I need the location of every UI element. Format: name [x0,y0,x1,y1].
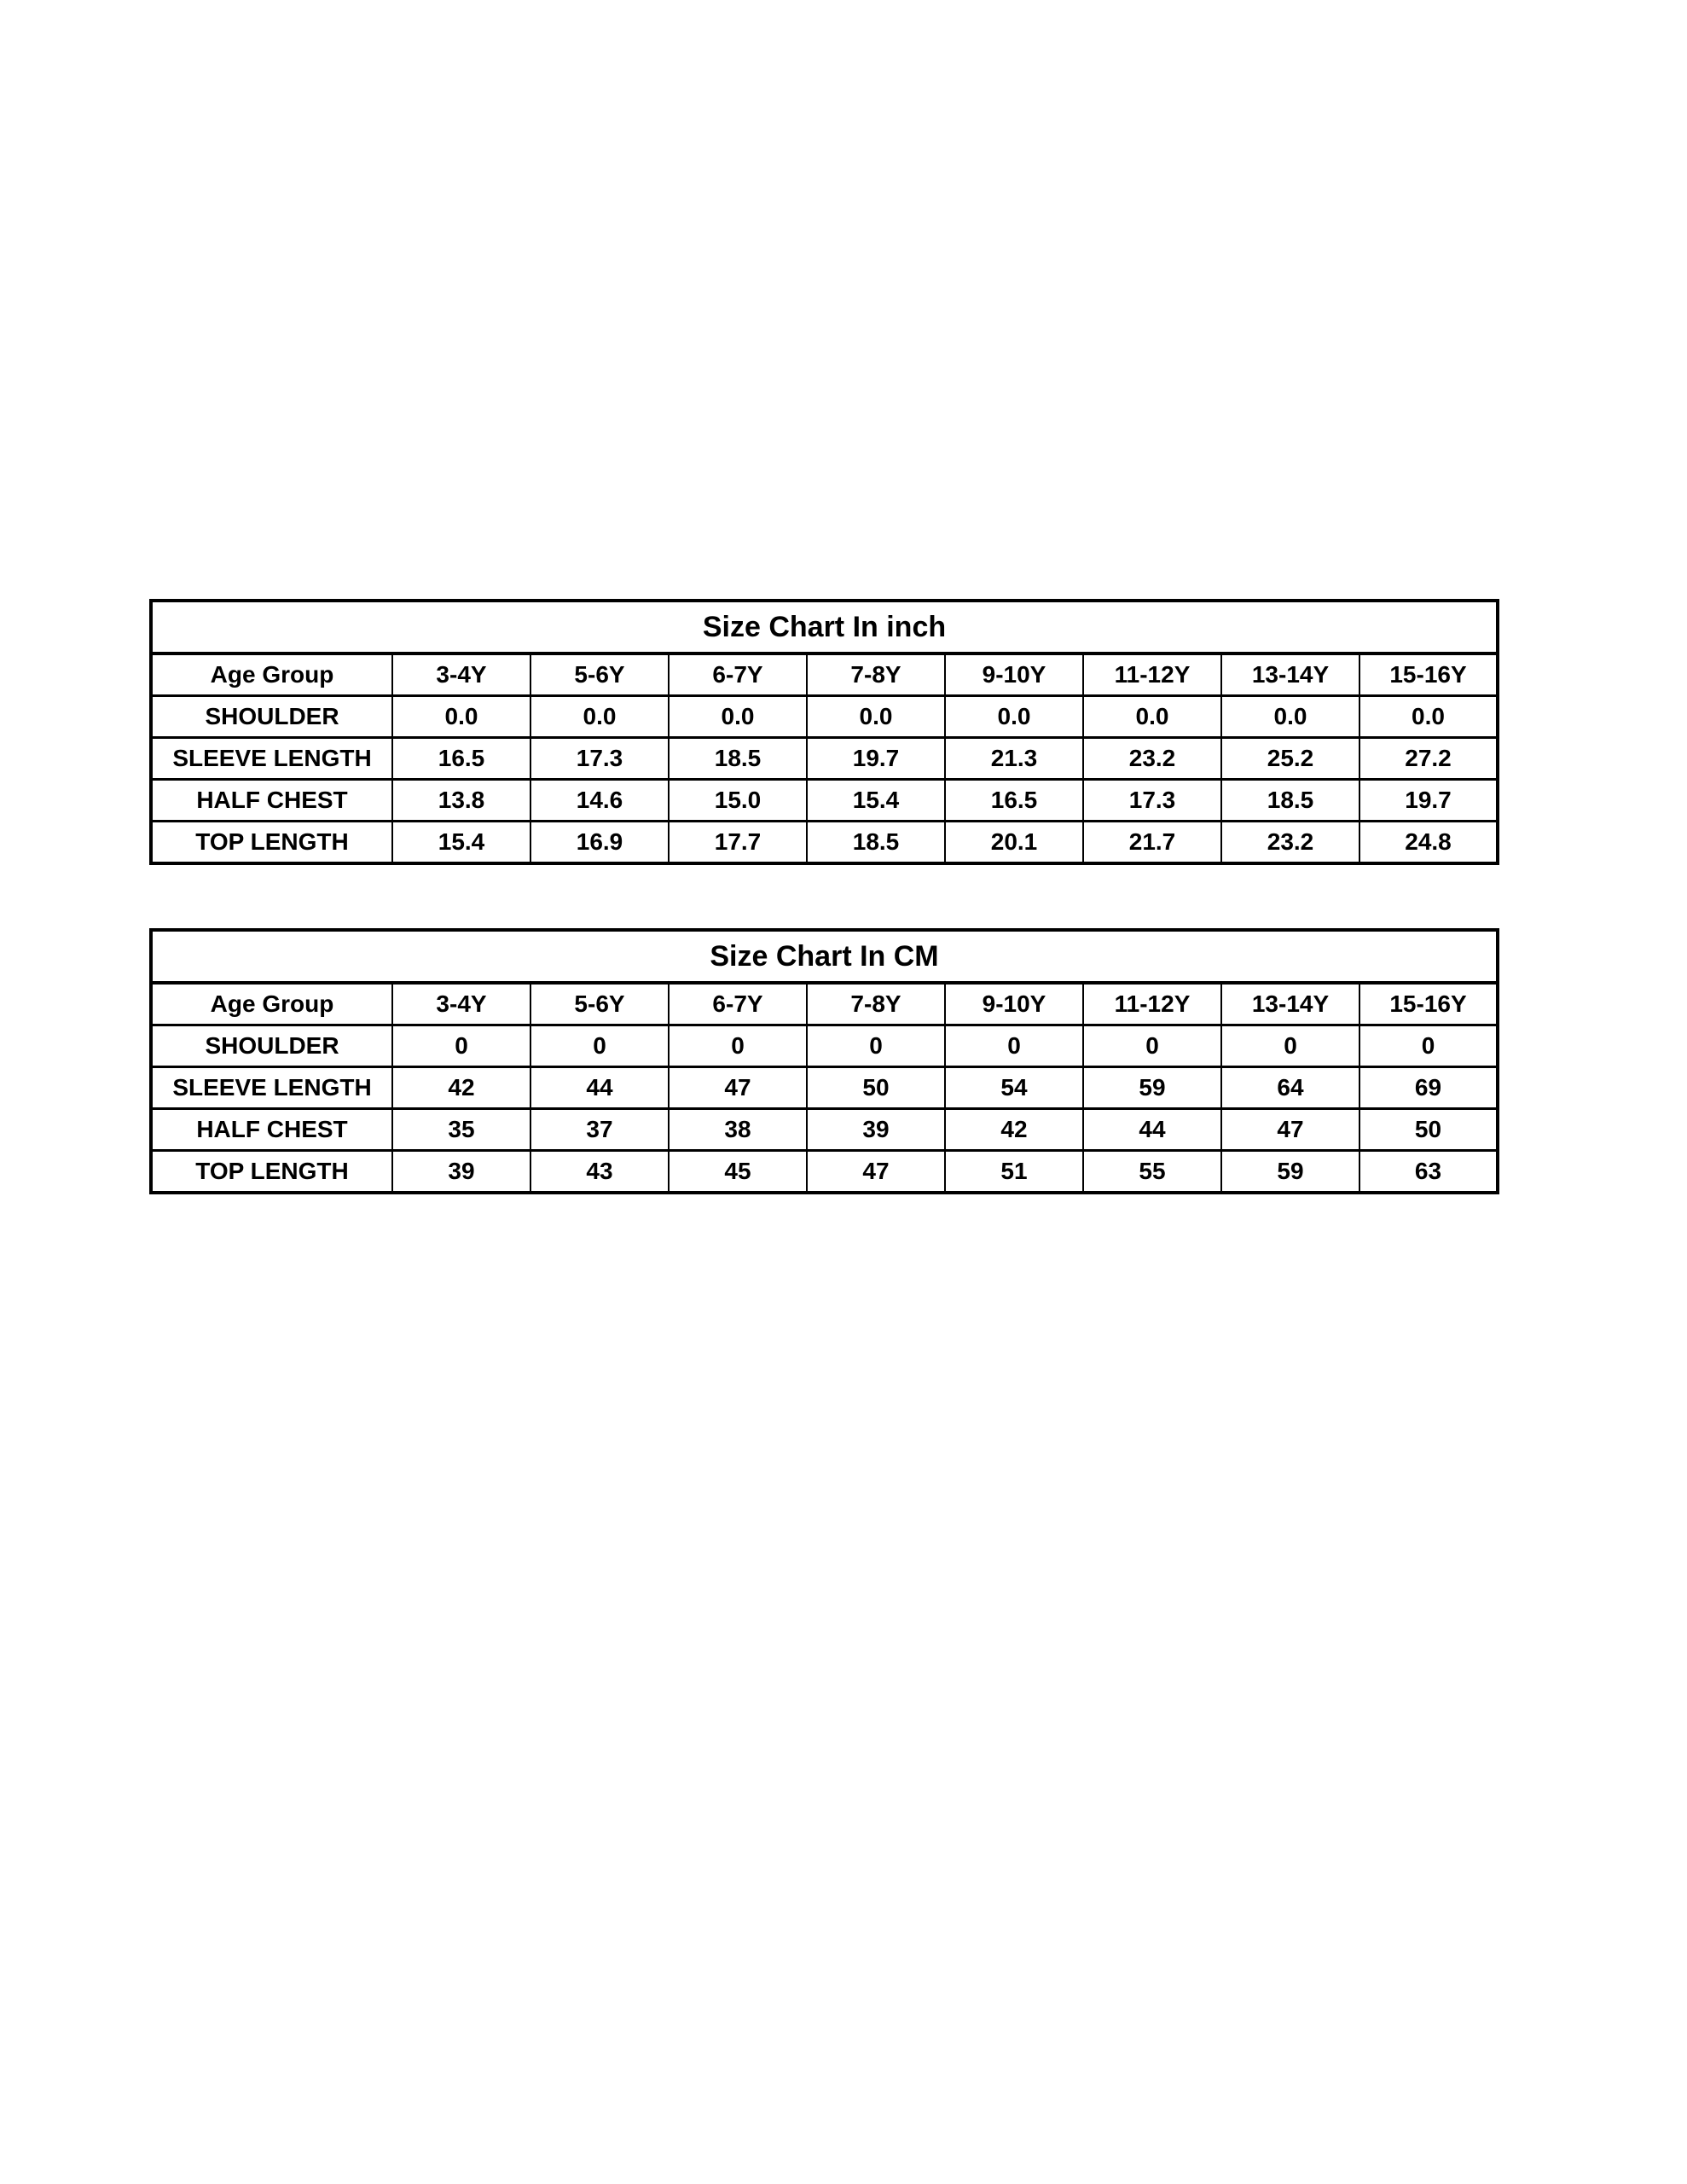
table-title: Size Chart In CM [151,930,1498,983]
table-cell: 35 [392,1109,530,1151]
table-cell: 42 [392,1067,530,1109]
table-cell: 50 [807,1067,945,1109]
table-cell: 59 [1083,1067,1221,1109]
size-chart-cm-section [149,928,1499,1194]
column-header: 7-8Y [807,983,945,1025]
table-cell: 0 [945,1025,1083,1067]
table-cell: 0.0 [807,696,945,738]
table-cell: 23.2 [1083,738,1221,780]
column-header: 5-6Y [530,983,669,1025]
table-cell: 15.4 [807,780,945,822]
table-cell: 18.5 [669,738,807,780]
table-cell: 23.2 [1221,822,1359,864]
table-cell: 25.2 [1221,738,1359,780]
column-header: 13-14Y [1221,983,1359,1025]
table-cell: 43 [530,1151,669,1194]
column-header: 11-12Y [1083,983,1221,1025]
table-cell: 38 [669,1109,807,1151]
table-cell: 45 [669,1151,807,1194]
table-cell: 0.0 [945,696,1083,738]
table-cell: 0.0 [1359,696,1498,738]
table-cell: 16.5 [945,780,1083,822]
table-cell: 17.3 [530,738,669,780]
table-cell: 47 [807,1151,945,1194]
table-cell: 19.7 [807,738,945,780]
table-cell: 16.5 [392,738,530,780]
row-label: SHOULDER [151,696,392,738]
column-header: 15-16Y [1359,653,1498,696]
table-cell: 24.8 [1359,822,1498,864]
table-cell: 37 [530,1109,669,1151]
table-cell: 15.0 [669,780,807,822]
column-header: 3-4Y [392,983,530,1025]
column-header: 11-12Y [1083,653,1221,696]
table-row [151,696,1498,738]
table-cell: 15.4 [392,822,530,864]
table-cell: 39 [807,1109,945,1151]
table-title-row [151,601,1498,653]
table-cell: 16.9 [530,822,669,864]
table-cell: 0 [1359,1025,1498,1067]
table-cell: 55 [1083,1151,1221,1194]
table-cell: 63 [1359,1151,1498,1194]
column-header: 3-4Y [392,653,530,696]
row-label: TOP LENGTH [151,1151,392,1194]
table-row [151,738,1498,780]
column-header: 9-10Y [945,983,1083,1025]
table-cell: 27.2 [1359,738,1498,780]
table-cell: 0 [669,1025,807,1067]
table-cell: 50 [1359,1109,1498,1151]
column-header: 6-7Y [669,983,807,1025]
column-header: 9-10Y [945,653,1083,696]
column-header-row [151,983,1498,1025]
table-row [151,1151,1498,1194]
column-header: 7-8Y [807,653,945,696]
table-cell: 19.7 [1359,780,1498,822]
table-cell: 0.0 [1083,696,1221,738]
table-cell: 0 [1221,1025,1359,1067]
table-cell: 54 [945,1067,1083,1109]
table-cell: 0.0 [392,696,530,738]
column-header: 13-14Y [1221,653,1359,696]
table-cell: 0 [1083,1025,1221,1067]
row-label: HALF CHEST [151,1109,392,1151]
table-cell: 69 [1359,1067,1498,1109]
row-label: SHOULDER [151,1025,392,1067]
table-cell: 39 [392,1151,530,1194]
row-label: SLEEVE LENGTH [151,1067,392,1109]
size-chart-cm-table [149,928,1499,1194]
table-row [151,822,1498,864]
age-group-header: Age Group [151,653,392,696]
table-cell: 0 [392,1025,530,1067]
table-cell: 47 [669,1067,807,1109]
table-cell: 0.0 [530,696,669,738]
table-cell: 42 [945,1109,1083,1151]
table-cell: 18.5 [1221,780,1359,822]
table-cell: 0.0 [1221,696,1359,738]
column-header: 6-7Y [669,653,807,696]
table-cell: 21.3 [945,738,1083,780]
table-cell: 51 [945,1151,1083,1194]
table-row [151,1109,1498,1151]
table-cell: 21.7 [1083,822,1221,864]
row-label: HALF CHEST [151,780,392,822]
table-cell: 20.1 [945,822,1083,864]
table-cell: 59 [1221,1151,1359,1194]
age-group-header: Age Group [151,983,392,1025]
column-header: 15-16Y [1359,983,1498,1025]
table-cell: 18.5 [807,822,945,864]
table-cell: 64 [1221,1067,1359,1109]
table-row [151,1025,1498,1067]
table-row [151,780,1498,822]
table-title: Size Chart In inch [151,601,1498,653]
table-cell: 0 [807,1025,945,1067]
table-cell: 44 [530,1067,669,1109]
table-cell: 44 [1083,1109,1221,1151]
table-cell: 0.0 [669,696,807,738]
table-title-row [151,930,1498,983]
table-cell: 13.8 [392,780,530,822]
size-chart-inch-section [149,599,1499,865]
row-label: TOP LENGTH [151,822,392,864]
table-cell: 0 [530,1025,669,1067]
table-cell: 17.3 [1083,780,1221,822]
row-label: SLEEVE LENGTH [151,738,392,780]
table-cell: 47 [1221,1109,1359,1151]
table-row [151,1067,1498,1109]
size-chart-inch-table [149,599,1499,865]
table-cell: 17.7 [669,822,807,864]
column-header-row [151,653,1498,696]
table-cell: 14.6 [530,780,669,822]
column-header: 5-6Y [530,653,669,696]
